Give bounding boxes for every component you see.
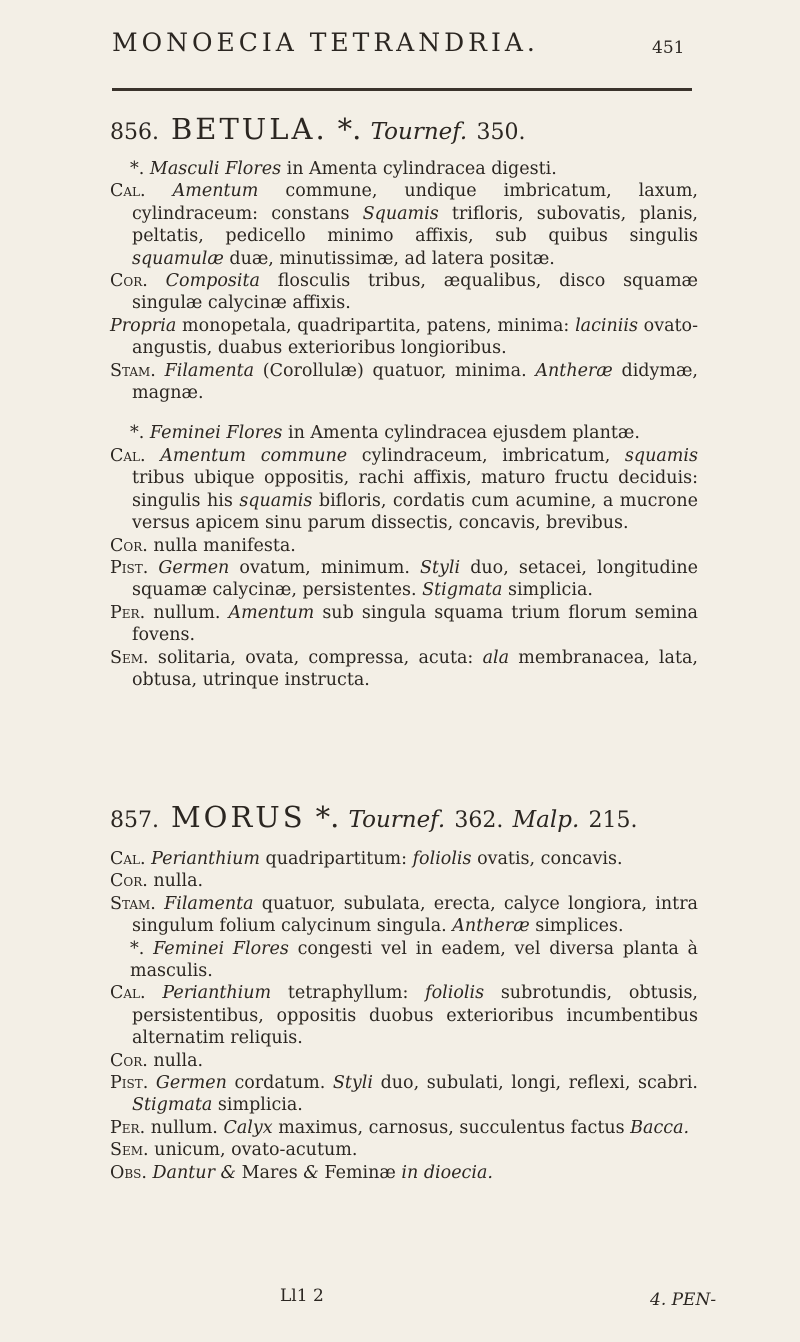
calyx-entry: Cal. Amentum commune, undique imbricatum, laxum, cylindraceum: constans Squamis trifloris, subovatis, planis, peltatis, pedicello minimo affixis, sub quibus singulis squamulæ duæ, minutissimæ, ad latera positæ. (110, 181, 698, 269)
corolla-entry: Cor. Composita flosculis tribus, æqualibus, disco squamæ singulæ calycinæ affixis. (110, 271, 698, 314)
genus-heading (110, 112, 698, 150)
calyx-female-entry: Cal. Amentum commune cylindraceum, imbricatum, squamis tribus ubique oppositis, rachi affixis, maturo fructu deciduis: singulis his squamis bifloris, cordatis cum acumine, a mucrone versus apicem sinu parum dissectis, concavis, brevibus. (110, 445, 698, 534)
genus-ref-page: 350. (476, 120, 526, 145)
female-flowers-intro: *. Feminei Flores in Amenta cylindracea ejusdem plantæ. (130, 423, 640, 444)
corolla-female-entry: Cor. nulla. (110, 1050, 204, 1071)
pericarp-entry: Per. nullum. Calyx maximus, carnosus, succulentus factus Bacca. (110, 1117, 690, 1138)
genus-number: 856. (110, 120, 159, 145)
seed-entry: Sem. solitaria, ovata, compressa, acuta: ala membranacea, lata, obtusa, utrinque instructa. (110, 647, 698, 690)
genus-ref-author: Tournef. (370, 119, 468, 145)
genus-heading (110, 800, 698, 838)
morus-description (110, 848, 698, 1184)
genus-ref2-page: 215. (588, 808, 638, 833)
genus-ref2-author: Malp. (512, 807, 580, 833)
female-flowers-intro: *. Feminei Flores congesti vel in eadem, vel diversa planta à masculis. (130, 938, 698, 982)
seed-entry: Sem. unicum, ovato-acutum. (110, 1140, 358, 1161)
stamen-entry: Stam. Filamenta (Corollulæ) quatuor, minima. Antheræ didymæ, magnæ. (110, 360, 698, 404)
signature-mark: Ll1 2 (280, 1286, 324, 1306)
genus-mark: *. (315, 800, 340, 834)
propria-entry: Propria monopetala, quadripartita, patens, minima: laciniis ovato-angustis, duabus exterioribus longioribus. (110, 315, 699, 359)
genus-ref-author: Tournef. (348, 807, 446, 833)
observation-entry: Obs. Dantur & Mares & Feminæ in dioecia. (110, 1162, 493, 1183)
genus-number: 857. (110, 808, 159, 833)
corolla-entry: Cor. nulla. (110, 871, 204, 892)
pistil-entry: Pist. Germen cordatum. Styli duo, subulati, longi, reflexi, scabri. Stigmata simplicia. (110, 1073, 698, 1116)
genus-mark: *. (337, 112, 362, 146)
page-number: 451 (652, 38, 685, 58)
calyx-entry: Cal. Perianthium quadripartitum: foliolis ovatis, concavis. (110, 849, 623, 869)
running-head: MONOECIA TETRANDRIA. (112, 28, 539, 57)
header-rule (112, 88, 692, 91)
genus-betula (110, 112, 698, 150)
stamen-entry: Stam. Filamenta quatuor, subulata, erecta, calyce longiora, intra singulum folium calycinum singula. Antheræ simplices. (110, 893, 698, 937)
corolla-female-entry: Cor. nulla manifesta. (110, 535, 296, 556)
pistil-entry: Pist. Germen ovatum, minimum. Styli duo, setacei, longitudine squamæ calycinæ, persistentes. Stigmata simplicia. (110, 557, 698, 601)
male-flowers-intro: *. Masculi Flores in Amenta cylindracea digesti. (130, 159, 557, 179)
catchword: 4. PEN- (650, 1290, 717, 1310)
genus-ref-page: 362. (454, 808, 504, 833)
calyx-female-entry: Cal. Perianthium tetraphyllum: foliolis subrotundis, obtusis, persistentibus, oppositis duobus exterioribus incumbentibus alternatim reliquis. (110, 983, 698, 1049)
genus-name: MORUS (170, 800, 306, 834)
betula-description (110, 158, 698, 691)
genus-morus (110, 800, 698, 838)
genus-name: BETULA. (170, 112, 328, 146)
pericarp-entry: Per. nullum. Amentum sub singula squama trium florum semina fovens. (110, 602, 698, 646)
